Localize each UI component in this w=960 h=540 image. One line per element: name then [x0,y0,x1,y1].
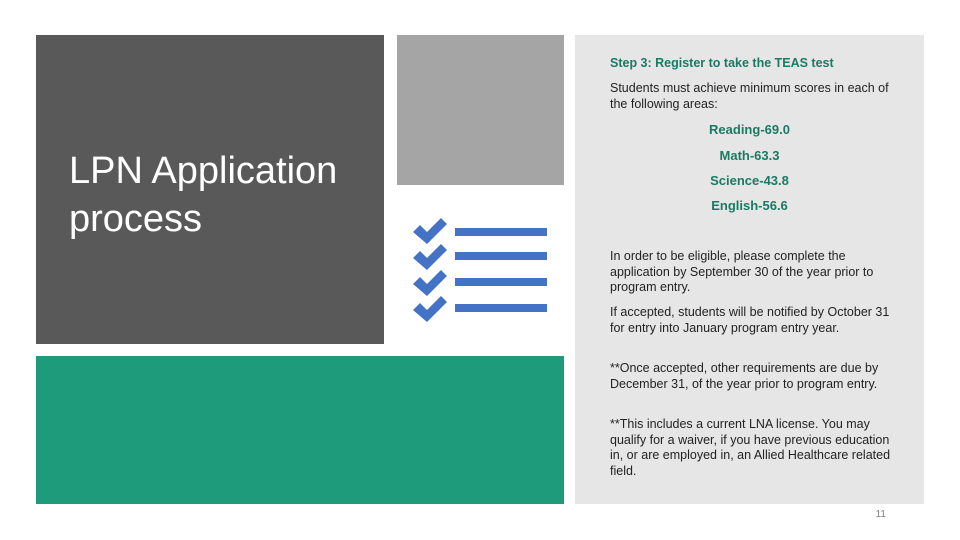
intro-text: Students must achieve minimum scores in each of the following areas: [610,81,889,111]
eligibility-text: In order to be eligible, please complete the application by September 30 of the year prior to program entry. [610,249,874,294]
score-math: Math-63.3 [719,148,780,163]
page-number: 11 [875,509,886,520]
requirements-text: **Once accepted, other requirements are due by December 31, of the year prior to program entry. [610,361,879,391]
license-text: **This includes a current LNA license. You may qualify for a waiver, if you have previous education in, or are employed in, an Allied Healthcare related field. [610,417,891,478]
score-reading: Reading-69.0 [709,122,790,137]
slide-title: LPN Application process [69,150,338,240]
green-accent-panel [36,356,564,504]
content-panel [575,35,924,520]
notification-text: If accepted, students will be notified by October 31 for entry into January program entry year. [610,305,890,335]
score-science: Science-43.8 [710,173,789,188]
step-heading: Step 3: Register to take the TEAS test [610,56,834,70]
gray-accent-panel [397,35,564,185]
checklist-icon [410,218,550,324]
score-english: English-56.6 [711,198,788,213]
title-panel [36,35,384,344]
